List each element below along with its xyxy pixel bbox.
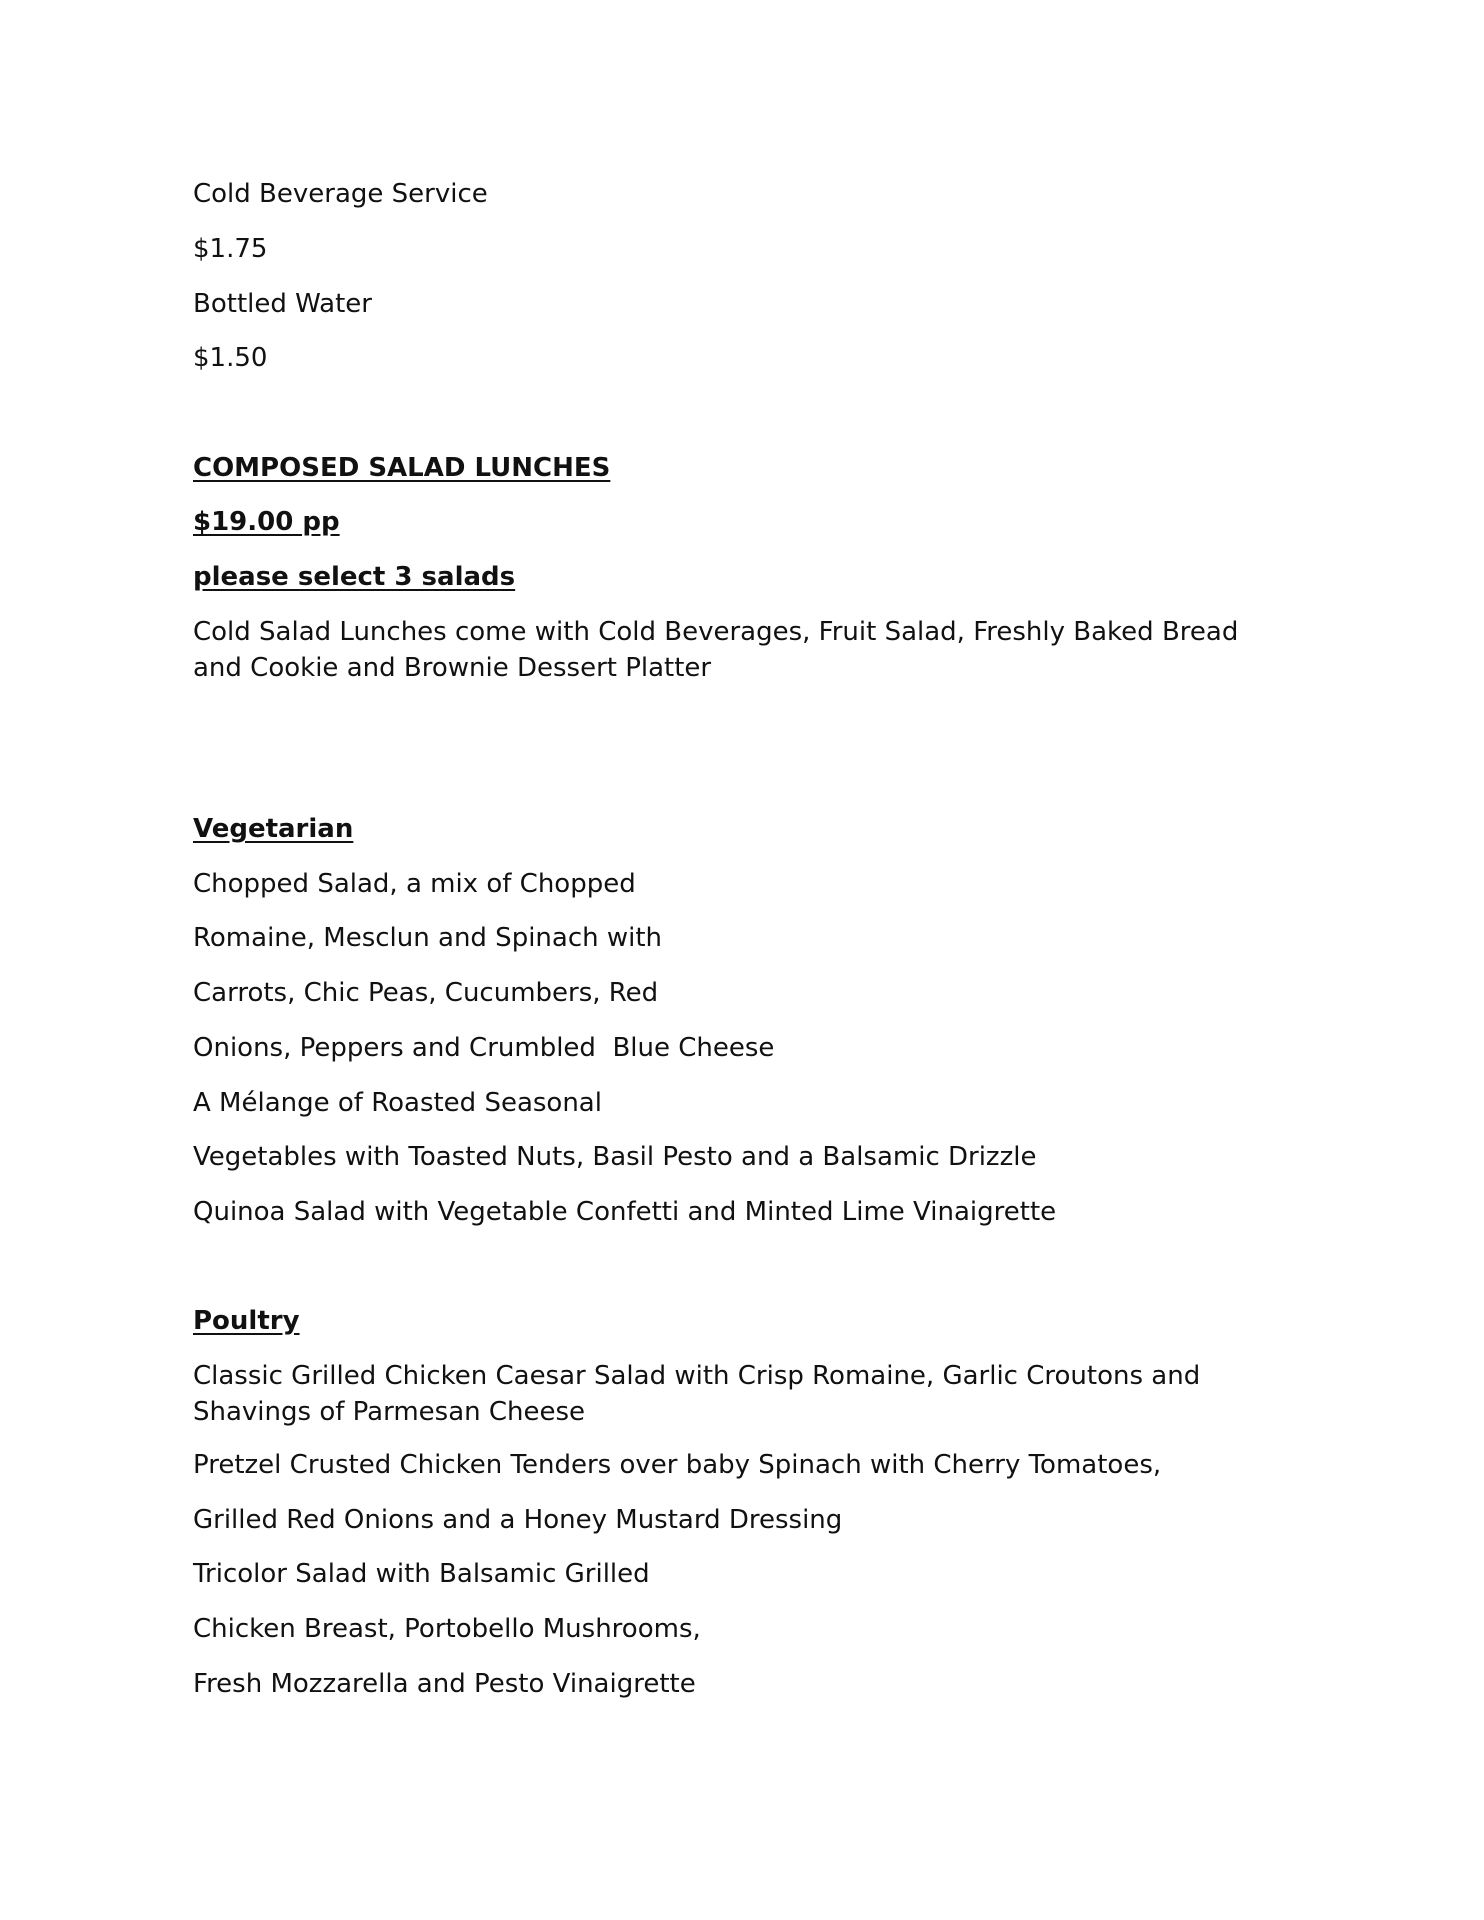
cold-beverage-service-label: Cold Beverage Service: [193, 179, 488, 209]
vegetarian-line: Romaine, Mesclun and Spinach with: [193, 923, 663, 953]
vegetarian-line: Quinoa Salad with Vegetable Confetti and Minted Lime Vinaigrette: [193, 1197, 1057, 1227]
vegetarian-line: Vegetables with Toasted Nuts, Basil Pesto and a Balsamic Drizzle: [193, 1142, 1037, 1172]
bottled-water-label: Bottled Water: [193, 289, 372, 319]
vegetarian-line: A Mélange of Roasted Seasonal: [193, 1088, 602, 1118]
poultry-line: Chicken Breast, Portobello Mushrooms,: [193, 1614, 701, 1644]
vegetarian-line: Chopped Salad, a mix of Chopped: [193, 869, 636, 899]
composed-salad-heading: COMPOSED SALAD LUNCHES: [193, 453, 611, 483]
cold-beverage-service-price: $1.75: [193, 234, 268, 264]
poultry-line: Tricolor Salad with Balsamic Grilled: [193, 1559, 650, 1589]
composed-salad-price: $19.00 pp: [193, 507, 340, 537]
poultry-heading: Poultry: [193, 1306, 300, 1336]
composed-salad-select-note: please select 3 salads: [193, 562, 516, 592]
poultry-line: Grilled Red Onions and a Honey Mustard Dressing: [193, 1505, 843, 1535]
composed-salad-description: Cold Salad Lunches come with Cold Beverages, Fruit Salad, Freshly Baked Bread and Cookie and Brownie Dessert Platter: [193, 617, 1239, 683]
bottled-water-price: $1.50: [193, 343, 268, 373]
vegetarian-line: Onions, Peppers and Crumbled Blue Cheese: [193, 1033, 775, 1063]
poultry-line: Fresh Mozzarella and Pesto Vinaigrette: [193, 1669, 696, 1699]
vegetarian-heading: Vegetarian: [193, 814, 354, 844]
poultry-line: Pretzel Crusted Chicken Tenders over baby Spinach with Cherry Tomatoes,: [193, 1450, 1162, 1480]
poultry-caesar-description: Classic Grilled Chicken Caesar Salad with Crisp Romaine, Garlic Croutons and Shavings of Parmesan Cheese: [193, 1361, 1201, 1427]
vegetarian-line: Carrots, Chic Peas, Cucumbers, Red: [193, 978, 659, 1008]
